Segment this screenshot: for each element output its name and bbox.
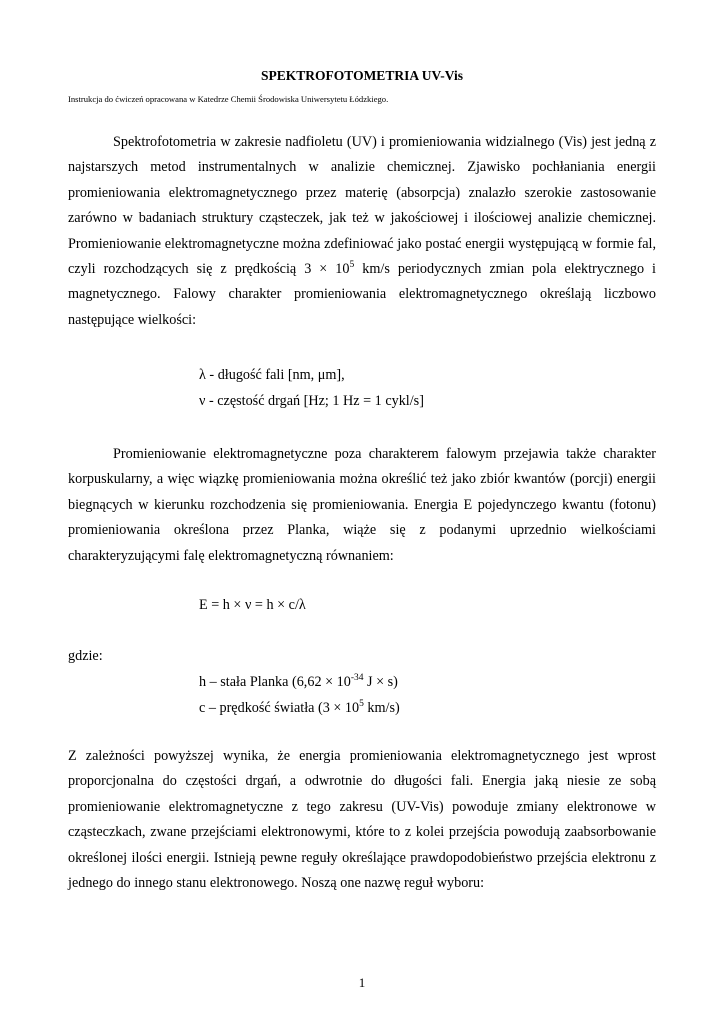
definition-speed-of-light — [199, 700, 400, 717]
speed-of-light-text-b: km/s) — [363, 700, 400, 716]
paragraph-intro — [68, 130, 656, 333]
planck-constant-text-a: h – stała Planka (6,62 × 10 — [199, 674, 351, 690]
page-number: 1 — [358, 975, 366, 990]
speed-of-light-exponent: 5 — [359, 699, 364, 709]
definition-planck-constant — [199, 674, 398, 691]
paragraph-selection-rules: Z zależności powyższej wynika, że energia promieniowania elektromagnetycznego jest wprost proporcjonalna do częstości drgań, a odwrotnie do długości fali. Energia jaką niesie ze sobą promieniowanie elektromagnetyczne z tego zakresu (UV-Vis) powoduje zmiany elektronowe w cząsteczkach, zwane przejściami elektronowymi, które to z kolei przejścia powodują zaabsorbowanie określonej ilości energii. Istnieją pewne reguły określające prawdopodobieństwo przejścia elektronu z jednego do innego stanu elektronowego. Noszą one nazwę reguł wyboru: — [68, 748, 656, 892]
definition-frequency: ν - częstość drgań [Hz; 1 Hz = 1 cykl/s] — [199, 393, 424, 409]
paragraph-corpuscular: Promieniowanie elektromagnetyczne poza charakterem falowym przejawia także charakter korpuskularny, a więc wiązkę promieniowania można określić też jako zbiór kwantów (porcji) energii biegnących w kierunku rozchodzenia się promieniowania. Energia E pojedynczego kwantu (fotonu) promieniowania określona przez Planka, wiąże się z podanymi uprzednio wielkościami charakteryzującymi falę elektromagnetyczną równaniem: — [68, 446, 656, 564]
speed-exponent: 5 — [349, 260, 355, 271]
definition-wavelength: λ - długość fali [nm, μm], — [199, 367, 345, 383]
speed-of-light-text-a: c – prędkość światła (3 × 10 — [199, 700, 360, 716]
document-title: SPEKTROFOTOMETRIA UV-Vis — [261, 68, 463, 83]
where-label: gdzie: — [68, 648, 103, 664]
document-subtitle: Instrukcja do ćwiczeń opracowana w Katedrze Chemii Środowiska Uniwersytetu Łódzkiego. — [68, 94, 389, 104]
paragraph-intro-text-b: km/s periodycznych zmian pola elektrycznego i magnetycznego. Falowy charakter promieniowania elektromagnetycznego określają liczbowo następujące wielkości: — [68, 261, 656, 328]
planck-constant-text-b: J × s) — [363, 674, 398, 690]
planck-equation: E = h × ν = h × c/λ — [199, 597, 306, 613]
planck-constant-exponent: -34 — [350, 673, 364, 683]
paragraph-intro-text-a: Spektrofotometria w zakresie nadfioletu (UV) i promieniowania widzialnego (Vis) jest jedną z najstarszych metod instrumentalnych w analizie chemicznej. Zjawisko pochłaniania energii promieniowania elektromagnetycznego przez materię (absorpcja) znalazło szerokie zastosowanie zarówno w badaniach struktury cząsteczek, jak też w jakościowej i ilościowej analizie chemicznej. Promieniowanie elektromagnetyczne można zdefiniować jako postać energii występującą w formie fal, czyli rozchodzących się z prędkością 3 × 10 — [68, 134, 656, 278]
